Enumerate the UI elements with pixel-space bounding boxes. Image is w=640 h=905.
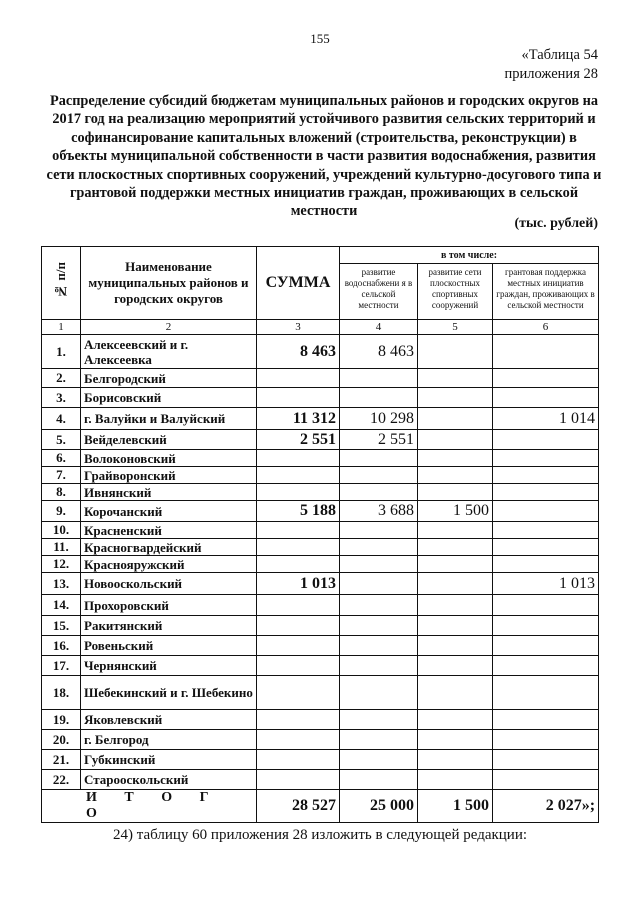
table-row [42,501,599,522]
district-name: Прохоровский [81,595,257,616]
table-row [42,710,599,730]
table-row [42,616,599,636]
sum-cell [257,369,340,388]
district-name: Красногвардейский [81,539,257,556]
sum-cell: 2 551 [257,430,340,450]
sum-cell [257,676,340,710]
grants-cell [493,595,599,616]
district-name: Чернянский [81,656,257,676]
grants-cell [493,770,599,790]
table-row [42,676,599,710]
sports-cell [418,408,493,430]
sports-cell [418,484,493,501]
header-num [42,247,81,320]
district-name: Губкинский [81,750,257,770]
sum-cell [257,710,340,730]
grants-cell [493,636,599,656]
district-name: Новооскольский [81,573,257,595]
table-row [42,770,599,790]
table-row [42,388,599,408]
sum-cell [257,770,340,790]
row-number: 9. [42,501,81,522]
row-number: 16. [42,636,81,656]
sports-cell [418,450,493,467]
table-row [42,730,599,750]
grants-cell [493,467,599,484]
table-reference [505,46,598,84]
sports-cell [418,522,493,539]
grants-cell [493,676,599,710]
grants-cell [493,484,599,501]
table-row [42,467,599,484]
water-cell [340,388,418,408]
grants-cell [493,656,599,676]
sports-cell [418,388,493,408]
district-name: г. Белгород [81,730,257,750]
table-row [42,556,599,573]
header-including: в том числе: [340,247,599,264]
sports-cell [418,595,493,616]
district-name: Волоконовский [81,450,257,467]
column-number: 1 [42,320,81,335]
sports-cell [418,770,493,790]
water-cell [340,539,418,556]
header-num-text: № п/п [53,262,68,299]
row-number: 14. [42,595,81,616]
sum-cell [257,616,340,636]
table-row [42,573,599,595]
row-number: 15. [42,616,81,636]
sum-cell: 5 188 [257,501,340,522]
row-number: 4. [42,408,81,430]
district-name: Грайворонский [81,467,257,484]
header-grants: грантовая поддержка местных инициатив граждан, проживающих в сельской местности [493,264,599,320]
grants-cell [493,539,599,556]
district-name: Борисовский [81,388,257,408]
water-cell: 8 463 [340,335,418,369]
sum-cell [257,388,340,408]
grants-cell [493,430,599,450]
district-name: Ровеньский [81,636,257,656]
total-label: И Т О Г О [42,790,257,823]
water-cell [340,484,418,501]
total-sum: 28 527 [257,790,340,823]
water-cell [340,467,418,484]
district-name: Корочанский [81,501,257,522]
total-row [42,790,599,823]
sum-cell [257,539,340,556]
district-name: Краснояружский [81,556,257,573]
sports-cell [418,335,493,369]
sum-cell [257,595,340,616]
table-row [42,636,599,656]
document-title: Распределение субсидий бюджетам муниципальных районов и городских округов на 2017 год на реализацию мероприятий устойчивого развития сельских территорий и софинансирование капитальных вложений (строительства, реконструкции) в объекты муниципальной собственности в части развития водоснабжения, развития сети плоскостных спортивных сооружений, учреждений культурно-досугового типа и грантовой поддержки местных инициатив граждан, проживающих в сельской местности [46,93,602,220]
sports-cell [418,573,493,595]
water-cell [340,573,418,595]
column-number: 3 [257,320,340,335]
reference-line-2: приложения 28 [504,66,598,82]
table-row [42,595,599,616]
district-name: Ракитянский [81,616,257,636]
subsidy-table [41,246,599,823]
district-name: Ивнянский [81,484,257,501]
water-cell [340,676,418,710]
table-row [42,656,599,676]
row-number: 6. [42,450,81,467]
grants-cell [493,450,599,467]
water-cell [340,750,418,770]
row-number: 5. [42,430,81,450]
district-name: Яковлевский [81,710,257,730]
grants-cell [493,710,599,730]
row-number: 18. [42,676,81,710]
water-cell [340,730,418,750]
page-number: 155 [310,31,330,46]
water-cell: 2 551 [340,430,418,450]
row-number: 21. [42,750,81,770]
row-number: 11. [42,539,81,556]
grants-cell [493,388,599,408]
water-cell [340,656,418,676]
sports-cell [418,556,493,573]
row-number: 2. [42,369,81,388]
sports-cell [418,750,493,770]
row-number: 10. [42,522,81,539]
row-number: 7. [42,467,81,484]
sports-cell [418,430,493,450]
sports-cell [418,710,493,730]
sports-cell [418,467,493,484]
water-cell: 3 688 [340,501,418,522]
row-number: 19. [42,710,81,730]
total-grants: 2 027»; [493,790,599,823]
row-number: 1. [42,335,81,369]
reference-line-1: «Таблица 54 [521,47,598,63]
row-number: 17. [42,656,81,676]
table-row [42,369,599,388]
grants-cell [493,501,599,522]
water-cell [340,636,418,656]
header-sports: развитие сети плоскостных спортивных сооружений [418,264,493,320]
sports-cell [418,539,493,556]
sum-cell [257,556,340,573]
water-cell: 10 298 [340,408,418,430]
sum-cell [257,484,340,501]
district-name: Шебекинский и г. Шебекино [81,676,257,710]
district-name: Белгородский [81,369,257,388]
table-row [42,450,599,467]
table-row [42,484,599,501]
sports-cell [418,616,493,636]
water-cell [340,616,418,636]
grants-cell [493,750,599,770]
header-name: Наименование муниципальных районов и городских округов [81,247,257,320]
column-number: 4 [340,320,418,335]
row-number: 12. [42,556,81,573]
row-number: 20. [42,730,81,750]
sum-cell [257,636,340,656]
row-number: 22. [42,770,81,790]
sum-cell [257,656,340,676]
grants-cell: 1 014 [493,408,599,430]
table-row [42,335,599,369]
table-body [42,335,599,823]
column-number: 6 [493,320,599,335]
water-cell [340,369,418,388]
grants-cell [493,369,599,388]
sports-cell [418,656,493,676]
grants-cell [493,522,599,539]
table-row [42,750,599,770]
water-cell [340,450,418,467]
table-row [42,430,599,450]
grants-cell [493,556,599,573]
table-row [42,522,599,539]
sports-cell [418,369,493,388]
water-cell [340,770,418,790]
water-cell [340,710,418,730]
sum-cell [257,750,340,770]
grants-cell [493,335,599,369]
district-name: г. Валуйки и Валуйский [81,408,257,430]
column-number: 5 [418,320,493,335]
header-sum: СУММА [257,247,340,320]
district-name: Старооскольский [81,770,257,790]
water-cell [340,556,418,573]
sum-cell: 8 463 [257,335,340,369]
sports-cell [418,636,493,656]
sum-cell [257,730,340,750]
sports-cell [418,730,493,750]
sports-cell: 1 500 [418,501,493,522]
grants-cell: 1 013 [493,573,599,595]
row-number: 3. [42,388,81,408]
sum-cell: 11 312 [257,408,340,430]
sum-cell [257,467,340,484]
sum-cell: 1 013 [257,573,340,595]
grants-cell [493,730,599,750]
sports-cell [418,676,493,710]
water-cell [340,522,418,539]
grants-cell [493,616,599,636]
table-row [42,539,599,556]
table-row [42,408,599,430]
sum-cell [257,450,340,467]
next-instruction-text: 24) таблицу 60 приложения 28 изложить в следующей редакции: [112,827,528,843]
district-name: Вейделевский [81,430,257,450]
column-number: 2 [81,320,257,335]
total-water: 25 000 [340,790,418,823]
row-number: 8. [42,484,81,501]
row-number: 13. [42,573,81,595]
units-label: (тыс. рублей) [514,216,598,231]
district-name: Красненский [81,522,257,539]
column-number-row [42,320,599,335]
district-name: Алексеевский и г. Алексеевка [81,335,257,369]
header-water: развитие водоснабжени я в сельской местности [340,264,418,320]
water-cell [340,595,418,616]
total-sports: 1 500 [418,790,493,823]
sum-cell [257,522,340,539]
